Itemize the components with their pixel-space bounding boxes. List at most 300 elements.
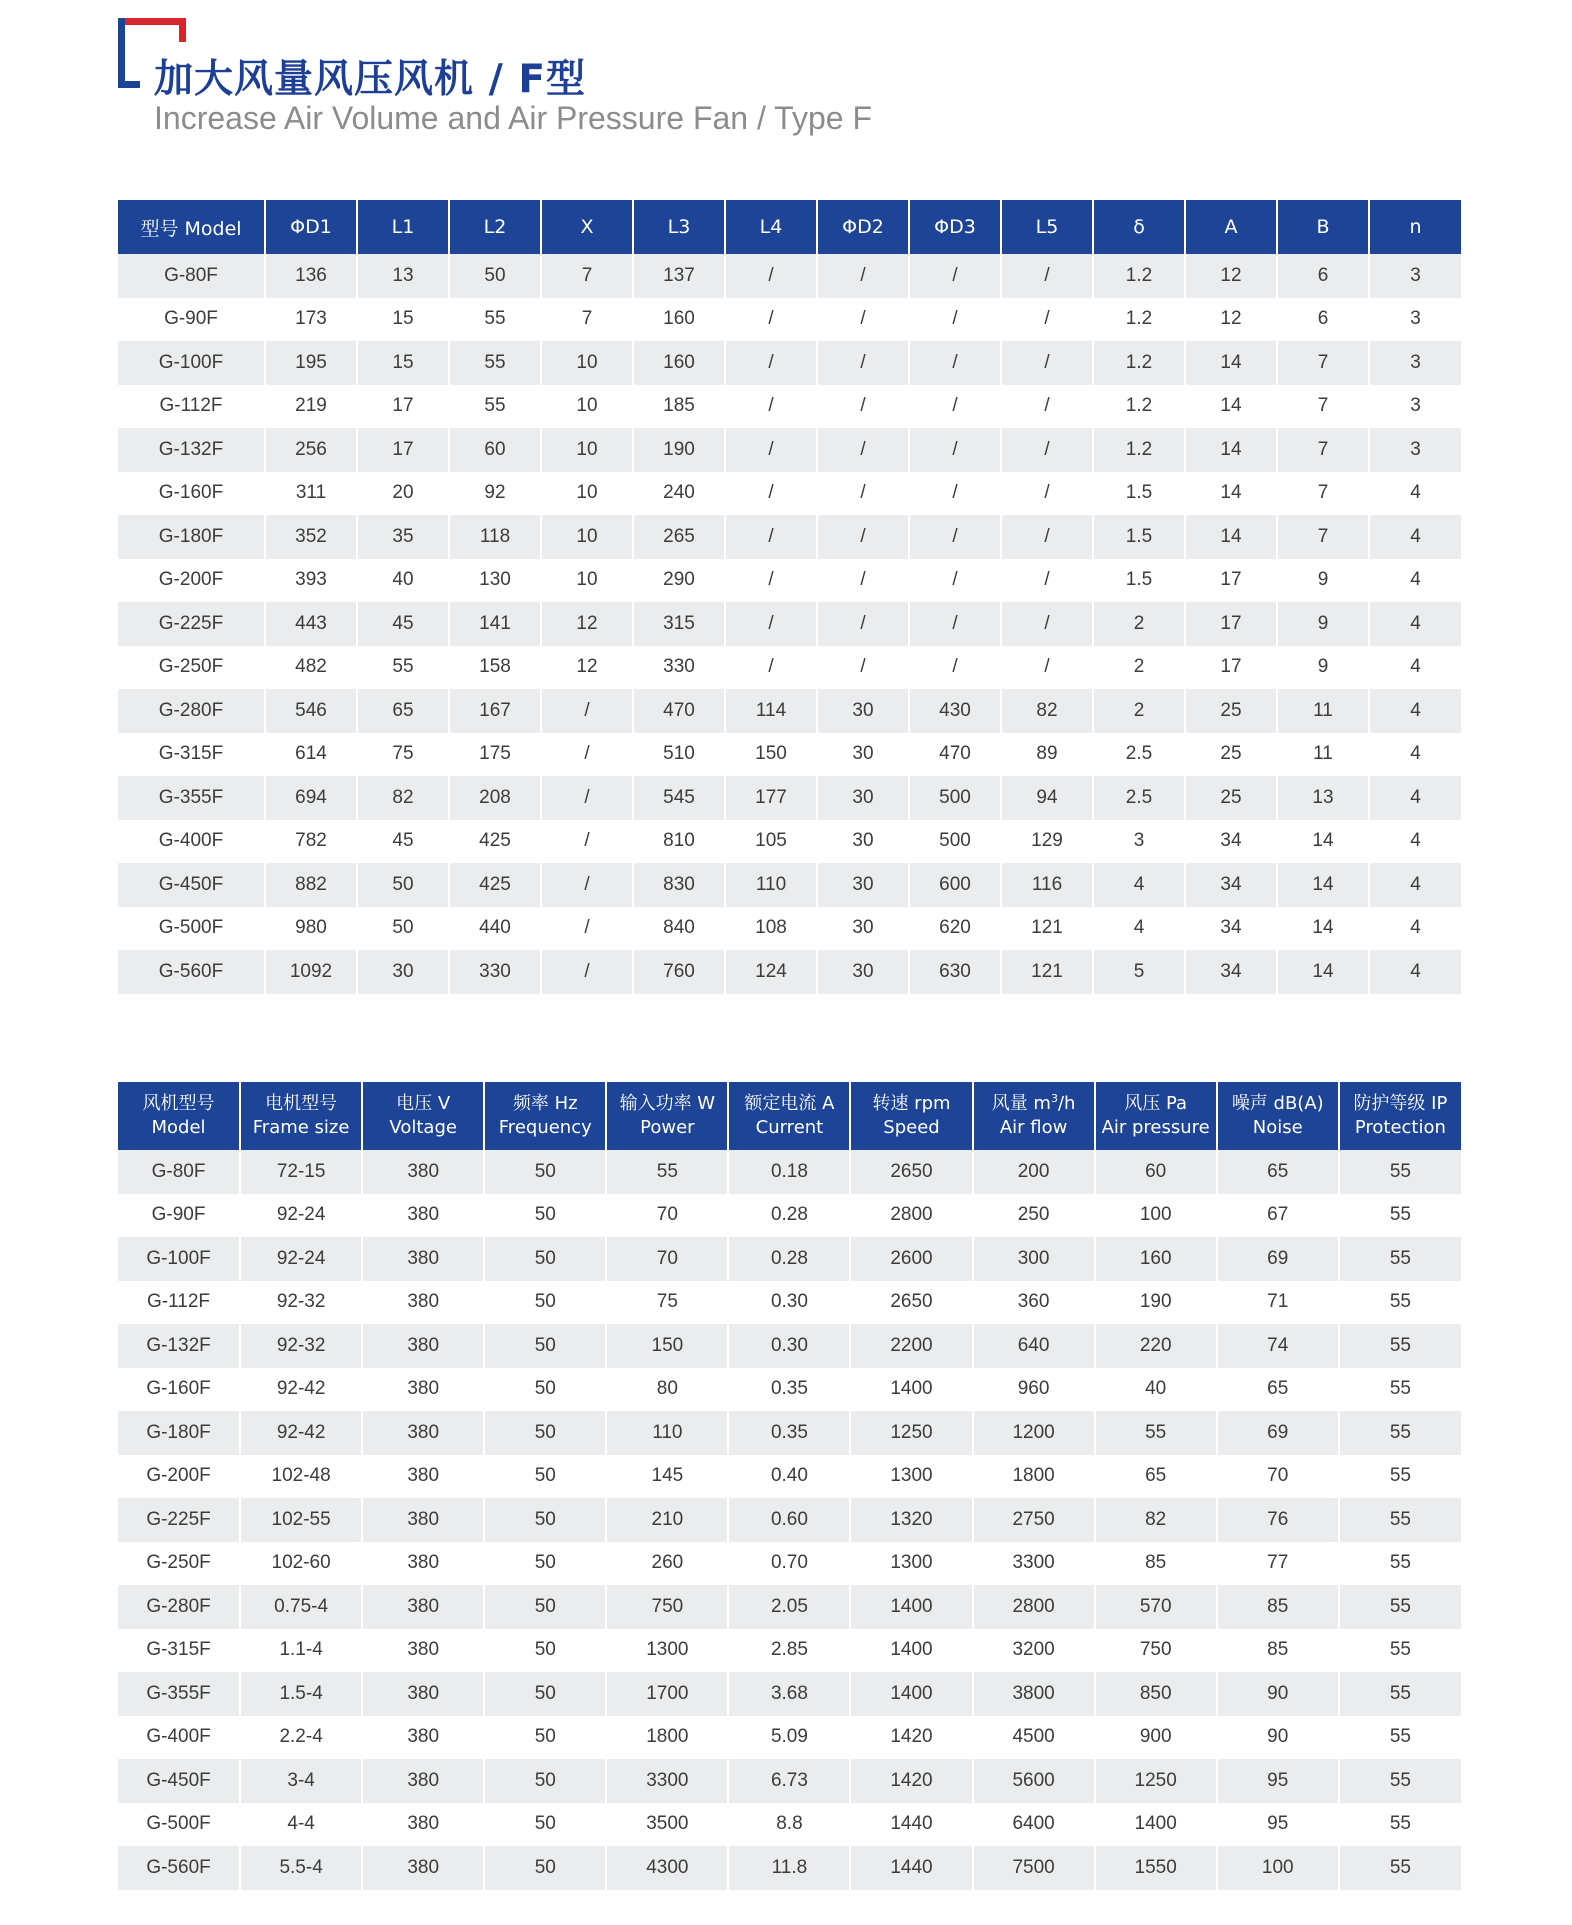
- table-cell: 6.73: [728, 1759, 850, 1803]
- table-cell: 850: [1095, 1672, 1217, 1716]
- table-cell: /: [1001, 646, 1093, 690]
- table-cell: 50: [484, 1324, 606, 1368]
- table-cell: 92-42: [240, 1368, 362, 1412]
- table-cell: 760: [633, 950, 725, 994]
- table-cell: 3200: [973, 1629, 1095, 1673]
- table-cell: /: [1001, 602, 1093, 646]
- table-cell: 74: [1217, 1324, 1339, 1368]
- table-cell: 30: [817, 733, 909, 777]
- table-cell: 45: [357, 820, 449, 864]
- table-cell: /: [909, 515, 1001, 559]
- table-cell: /: [1001, 515, 1093, 559]
- table-row: [118, 863, 1461, 907]
- table-cell: 30: [817, 820, 909, 864]
- dimensions-header-cell: L1: [357, 200, 449, 254]
- table-cell: 830: [633, 863, 725, 907]
- table-cell: G-250F: [118, 1542, 240, 1586]
- table-cell: 3: [1093, 820, 1185, 864]
- table-cell: 7: [1277, 472, 1369, 516]
- table-cell: 116: [1001, 863, 1093, 907]
- table-cell: 0.35: [728, 1368, 850, 1412]
- table-cell: G-90F: [118, 298, 265, 342]
- table-cell: 1550: [1095, 1846, 1217, 1890]
- table-cell: 3: [1369, 298, 1461, 342]
- table-cell: 82: [357, 776, 449, 820]
- table-cell: /: [725, 472, 817, 516]
- table-cell: 50: [484, 1759, 606, 1803]
- table-cell: 380: [362, 1803, 484, 1847]
- table-cell: 90: [1217, 1672, 1339, 1716]
- table-cell: 4: [1369, 689, 1461, 733]
- header-label-zh-text: 风压 Pa: [1124, 1093, 1188, 1114]
- table-cell: 55: [1339, 1411, 1461, 1455]
- table-cell: /: [725, 254, 817, 298]
- table-cell: 70: [1217, 1455, 1339, 1499]
- table-cell: 50: [484, 1150, 606, 1194]
- table-cell: 545: [633, 776, 725, 820]
- table-cell: 50: [449, 254, 541, 298]
- table-cell: 425: [449, 863, 541, 907]
- table-cell: 1250: [850, 1411, 972, 1455]
- table-cell: 482: [265, 646, 357, 690]
- table-cell: 630: [909, 950, 1001, 994]
- table-row: [118, 1237, 1461, 1281]
- table-cell: 102-48: [240, 1455, 362, 1499]
- dimensions-header-cell: 型号 Model: [118, 200, 265, 254]
- table-cell: 3: [1369, 385, 1461, 429]
- table-cell: 55: [1339, 1629, 1461, 1673]
- performance-header-cell: [484, 1082, 606, 1150]
- table-cell: 443: [265, 602, 357, 646]
- table-cell: 2800: [973, 1585, 1095, 1629]
- header-label-en: Air flow: [999, 1117, 1068, 1138]
- table-cell: G-280F: [118, 1585, 240, 1629]
- dimensions-header-cell: B: [1277, 200, 1369, 254]
- table-row: [118, 1281, 1461, 1325]
- header-label-zh: [607, 1092, 727, 1116]
- table-cell: 1420: [850, 1716, 972, 1760]
- table-cell: 177: [725, 776, 817, 820]
- table-cell: 100: [1095, 1194, 1217, 1238]
- header-label-en: Speed: [883, 1117, 940, 1138]
- table-cell: 114: [725, 689, 817, 733]
- table-cell: 380: [362, 1629, 484, 1673]
- table-cell: G-132F: [118, 428, 265, 472]
- header-label-en: Frame size: [252, 1117, 350, 1138]
- table-cell: /: [817, 602, 909, 646]
- table-cell: 30: [817, 689, 909, 733]
- table-cell: 6400: [973, 1803, 1095, 1847]
- table-cell: 10: [541, 515, 633, 559]
- table-cell: 11: [1277, 733, 1369, 777]
- table-cell: 4: [1369, 733, 1461, 777]
- table-cell: 70: [606, 1237, 728, 1281]
- table-cell: 0.30: [728, 1281, 850, 1325]
- table-cell: 82: [1095, 1498, 1217, 1542]
- table-cell: /: [909, 646, 1001, 690]
- table-cell: 130: [449, 559, 541, 603]
- table-cell: 190: [1095, 1281, 1217, 1325]
- table-cell: 600: [909, 863, 1001, 907]
- table-cell: 12: [1185, 254, 1277, 298]
- performance-header-cell: [240, 1082, 362, 1150]
- table-cell: 60: [449, 428, 541, 472]
- table-cell: G-450F: [118, 863, 265, 907]
- table-cell: /: [1001, 472, 1093, 516]
- table-cell: 380: [362, 1281, 484, 1325]
- table-cell: 14: [1277, 907, 1369, 951]
- table-cell: 55: [1339, 1150, 1461, 1194]
- table-cell: 4: [1369, 776, 1461, 820]
- table-cell: 5.09: [728, 1716, 850, 1760]
- table-cell: 94: [1001, 776, 1093, 820]
- performance-header-cell: [973, 1082, 1095, 1150]
- table-cell: 380: [362, 1498, 484, 1542]
- table-cell: 14: [1277, 820, 1369, 864]
- table-row: [118, 559, 1461, 603]
- table-cell: 30: [817, 863, 909, 907]
- table-cell: 2.2-4: [240, 1716, 362, 1760]
- table-cell: 17: [1185, 646, 1277, 690]
- table-cell: 1320: [850, 1498, 972, 1542]
- table-cell: 85: [1217, 1629, 1339, 1673]
- table-cell: 92-24: [240, 1237, 362, 1281]
- table-cell: G-80F: [118, 254, 265, 298]
- table-cell: 9: [1277, 559, 1369, 603]
- table-cell: 3: [1369, 341, 1461, 385]
- table-cell: 1400: [1095, 1803, 1217, 1847]
- table-cell: 14: [1185, 385, 1277, 429]
- table-cell: 393: [265, 559, 357, 603]
- table-cell: 1400: [850, 1629, 972, 1673]
- table-cell: 380: [362, 1585, 484, 1629]
- table-row: [118, 1759, 1461, 1803]
- table-cell: 208: [449, 776, 541, 820]
- header-label-en: Noise: [1252, 1117, 1303, 1138]
- table-cell: 500: [909, 776, 1001, 820]
- table-cell: 219: [265, 385, 357, 429]
- table-row: [118, 776, 1461, 820]
- table-cell: 380: [362, 1324, 484, 1368]
- table-cell: 6: [1277, 298, 1369, 342]
- table-cell: /: [1001, 254, 1093, 298]
- table-row: [118, 1498, 1461, 1542]
- table-cell: 750: [606, 1585, 728, 1629]
- table-cell: 40: [1095, 1368, 1217, 1412]
- table-cell: 160: [633, 298, 725, 342]
- table-cell: 1800: [606, 1716, 728, 1760]
- table-cell: /: [541, 950, 633, 994]
- dimensions-header-cell: L3: [633, 200, 725, 254]
- dimensions-header-cell: A: [1185, 200, 1277, 254]
- table-cell: 3-4: [240, 1759, 362, 1803]
- table-cell: 380: [362, 1759, 484, 1803]
- table-cell: 500: [909, 820, 1001, 864]
- dimensions-table-body: [118, 254, 1461, 994]
- table-cell: 195: [265, 341, 357, 385]
- table-cell: 882: [265, 863, 357, 907]
- table-cell: 0.70: [728, 1542, 850, 1586]
- table-cell: 14: [1277, 863, 1369, 907]
- table-cell: 55: [1339, 1803, 1461, 1847]
- table-row: [118, 907, 1461, 951]
- table-cell: 15: [357, 298, 449, 342]
- page-subtitle: Increase Air Volume and Air Pressure Fan / Type F: [154, 100, 872, 136]
- table-cell: 900: [1095, 1716, 1217, 1760]
- table-cell: 55: [1339, 1716, 1461, 1760]
- table-cell: 17: [357, 385, 449, 429]
- table-cell: /: [817, 385, 909, 429]
- table-row: [118, 1846, 1461, 1890]
- dimensions-table: [118, 200, 1461, 994]
- table-cell: 10: [541, 428, 633, 472]
- table-cell: 380: [362, 1455, 484, 1499]
- table-cell: 141: [449, 602, 541, 646]
- header-label-zh: [1340, 1092, 1461, 1116]
- dimensions-header-cell: δ: [1093, 200, 1185, 254]
- table-cell: 7: [1277, 385, 1369, 429]
- table-cell: 110: [725, 863, 817, 907]
- table-cell: 1440: [850, 1803, 972, 1847]
- header-label-zh-text: 输入功率 W: [619, 1093, 716, 1114]
- table-cell: 69: [1217, 1237, 1339, 1281]
- header-label-zh: [1096, 1092, 1216, 1116]
- header-label-en: Current: [755, 1117, 824, 1138]
- table-cell: 92-32: [240, 1324, 362, 1368]
- table-cell: /: [909, 298, 1001, 342]
- table-cell: 129: [1001, 820, 1093, 864]
- table-cell: 7: [541, 298, 633, 342]
- table-cell: 470: [633, 689, 725, 733]
- header-label-zh: [851, 1092, 971, 1116]
- table-cell: 50: [357, 907, 449, 951]
- table-cell: 2.05: [728, 1585, 850, 1629]
- table-cell: 7: [1277, 515, 1369, 559]
- table-row: [118, 689, 1461, 733]
- table-cell: 50: [484, 1542, 606, 1586]
- table-cell: 65: [1217, 1368, 1339, 1412]
- table-cell: 4: [1369, 515, 1461, 559]
- table-cell: 3500: [606, 1803, 728, 1847]
- table-cell: 5.5-4: [240, 1846, 362, 1890]
- table-cell: 121: [1001, 950, 1093, 994]
- table-cell: 50: [484, 1237, 606, 1281]
- table-cell: 67: [1217, 1194, 1339, 1238]
- table-cell: 0.28: [728, 1237, 850, 1281]
- table-cell: 10: [541, 559, 633, 603]
- table-cell: 65: [357, 689, 449, 733]
- table-cell: 750: [1095, 1629, 1217, 1673]
- table-cell: 50: [484, 1368, 606, 1412]
- table-cell: G-315F: [118, 733, 265, 777]
- table-cell: 1250: [1095, 1759, 1217, 1803]
- table-cell: 1400: [850, 1672, 972, 1716]
- table-cell: 1420: [850, 1759, 972, 1803]
- table-row: [118, 1324, 1461, 1368]
- table-cell: 2.5: [1093, 733, 1185, 777]
- table-cell: 70: [606, 1194, 728, 1238]
- table-cell: 175: [449, 733, 541, 777]
- table-cell: 380: [362, 1716, 484, 1760]
- table-cell: 121: [1001, 907, 1093, 951]
- table-cell: /: [1001, 341, 1093, 385]
- performance-header-cell: [1217, 1082, 1339, 1150]
- table-cell: /: [909, 602, 1001, 646]
- table-cell: 546: [265, 689, 357, 733]
- table-cell: 311: [265, 472, 357, 516]
- table-cell: 55: [1339, 1585, 1461, 1629]
- page-title: 加大风量风压风机 / F型: [154, 57, 587, 102]
- table-cell: 55: [357, 646, 449, 690]
- table-cell: 45: [357, 602, 449, 646]
- table-cell: 265: [633, 515, 725, 559]
- table-cell: 50: [484, 1498, 606, 1542]
- table-cell: 640: [973, 1324, 1095, 1368]
- dimensions-table-header: [118, 200, 1461, 254]
- table-cell: 4: [1093, 863, 1185, 907]
- table-cell: 240: [633, 472, 725, 516]
- table-cell: 380: [362, 1542, 484, 1586]
- dimensions-header-cell: ΦD2: [817, 200, 909, 254]
- performance-header-cell: [850, 1082, 972, 1150]
- table-cell: 380: [362, 1150, 484, 1194]
- header-label-en: Protection: [1354, 1117, 1446, 1138]
- table-cell: G-400F: [118, 1716, 240, 1760]
- header-label-en: Frequency: [498, 1117, 592, 1138]
- table-cell: 4: [1369, 950, 1461, 994]
- table-cell: 4: [1369, 863, 1461, 907]
- table-cell: 12: [541, 646, 633, 690]
- table-row: [118, 1672, 1461, 1716]
- table-cell: 2650: [850, 1281, 972, 1325]
- table-cell: 35: [357, 515, 449, 559]
- table-cell: 77: [1217, 1542, 1339, 1586]
- table-cell: 6: [1277, 254, 1369, 298]
- table-cell: /: [909, 559, 1001, 603]
- table-cell: 425: [449, 820, 541, 864]
- table-cell: G-400F: [118, 820, 265, 864]
- table-cell: 440: [449, 907, 541, 951]
- table-cell: 570: [1095, 1585, 1217, 1629]
- table-cell: 960: [973, 1368, 1095, 1412]
- table-cell: /: [1001, 559, 1093, 603]
- table-cell: 380: [362, 1846, 484, 1890]
- table-cell: 55: [606, 1150, 728, 1194]
- table-cell: 76: [1217, 1498, 1339, 1542]
- table-cell: 3800: [973, 1672, 1095, 1716]
- table-cell: 4: [1369, 602, 1461, 646]
- table-cell: 108: [725, 907, 817, 951]
- table-cell: 34: [1185, 820, 1277, 864]
- dimensions-header-cell: ΦD1: [265, 200, 357, 254]
- table-cell: 85: [1217, 1585, 1339, 1629]
- table-cell: 300: [973, 1237, 1095, 1281]
- table-cell: 0.30: [728, 1324, 850, 1368]
- table-cell: 694: [265, 776, 357, 820]
- table-cell: 55: [449, 341, 541, 385]
- table-cell: 1300: [850, 1542, 972, 1586]
- table-cell: 5600: [973, 1759, 1095, 1803]
- table-cell: /: [725, 385, 817, 429]
- table-cell: /: [817, 515, 909, 559]
- table-cell: 55: [1339, 1194, 1461, 1238]
- table-cell: 50: [484, 1585, 606, 1629]
- table-row: [118, 1803, 1461, 1847]
- table-cell: 3300: [973, 1542, 1095, 1586]
- table-cell: 95: [1217, 1759, 1339, 1803]
- table-cell: 10: [541, 385, 633, 429]
- table-cell: 1.2: [1093, 385, 1185, 429]
- table-cell: 30: [817, 950, 909, 994]
- table-cell: 380: [362, 1672, 484, 1716]
- table-cell: 2750: [973, 1498, 1095, 1542]
- table-cell: 4500: [973, 1716, 1095, 1760]
- table-cell: 2600: [850, 1237, 972, 1281]
- table-cell: 315: [633, 602, 725, 646]
- table-cell: 380: [362, 1194, 484, 1238]
- table-cell: 2800: [850, 1194, 972, 1238]
- table-cell: 8.8: [728, 1803, 850, 1847]
- table-row: [118, 472, 1461, 516]
- table-cell: 50: [484, 1803, 606, 1847]
- performance-header-cell: [728, 1082, 850, 1150]
- table-cell: 50: [484, 1846, 606, 1890]
- table-cell: 100: [1217, 1846, 1339, 1890]
- performance-header-cell: [1339, 1082, 1461, 1150]
- table-cell: 380: [362, 1237, 484, 1281]
- table-cell: 55: [1339, 1542, 1461, 1586]
- table-cell: 510: [633, 733, 725, 777]
- table-cell: 69: [1217, 1411, 1339, 1455]
- table-cell: 137: [633, 254, 725, 298]
- table-cell: /: [1001, 298, 1093, 342]
- table-cell: 95: [1217, 1803, 1339, 1847]
- table-cell: 65: [1095, 1455, 1217, 1499]
- table-cell: 4: [1369, 820, 1461, 864]
- table-cell: G-355F: [118, 776, 265, 820]
- table-cell: 380: [362, 1368, 484, 1412]
- table-cell: G-100F: [118, 1237, 240, 1281]
- table-cell: 4: [1369, 646, 1461, 690]
- table-cell: 14: [1185, 515, 1277, 559]
- table-cell: 158: [449, 646, 541, 690]
- table-row: [118, 1411, 1461, 1455]
- dimensions-header-cell: L5: [1001, 200, 1093, 254]
- table-cell: 110: [606, 1411, 728, 1455]
- table-cell: 1.5: [1093, 515, 1185, 559]
- table-row: [118, 254, 1461, 298]
- table-cell: 290: [633, 559, 725, 603]
- table-cell: G-450F: [118, 1759, 240, 1803]
- table-cell: 55: [449, 385, 541, 429]
- table-cell: 352: [265, 515, 357, 559]
- table-cell: G-80F: [118, 1150, 240, 1194]
- table-cell: 1.1-4: [240, 1629, 362, 1673]
- table-cell: 173: [265, 298, 357, 342]
- table-cell: 2650: [850, 1150, 972, 1194]
- table-cell: 4-4: [240, 1803, 362, 1847]
- table-row: [118, 1368, 1461, 1412]
- table-cell: /: [817, 298, 909, 342]
- table-cell: 14: [1277, 950, 1369, 994]
- table-cell: 2.85: [728, 1629, 850, 1673]
- table-row: [118, 1455, 1461, 1499]
- table-cell: 55: [1339, 1237, 1461, 1281]
- table-cell: G-180F: [118, 515, 265, 559]
- header-label-en: Power: [640, 1117, 695, 1138]
- table-cell: 102-60: [240, 1542, 362, 1586]
- table-cell: 7: [1277, 428, 1369, 472]
